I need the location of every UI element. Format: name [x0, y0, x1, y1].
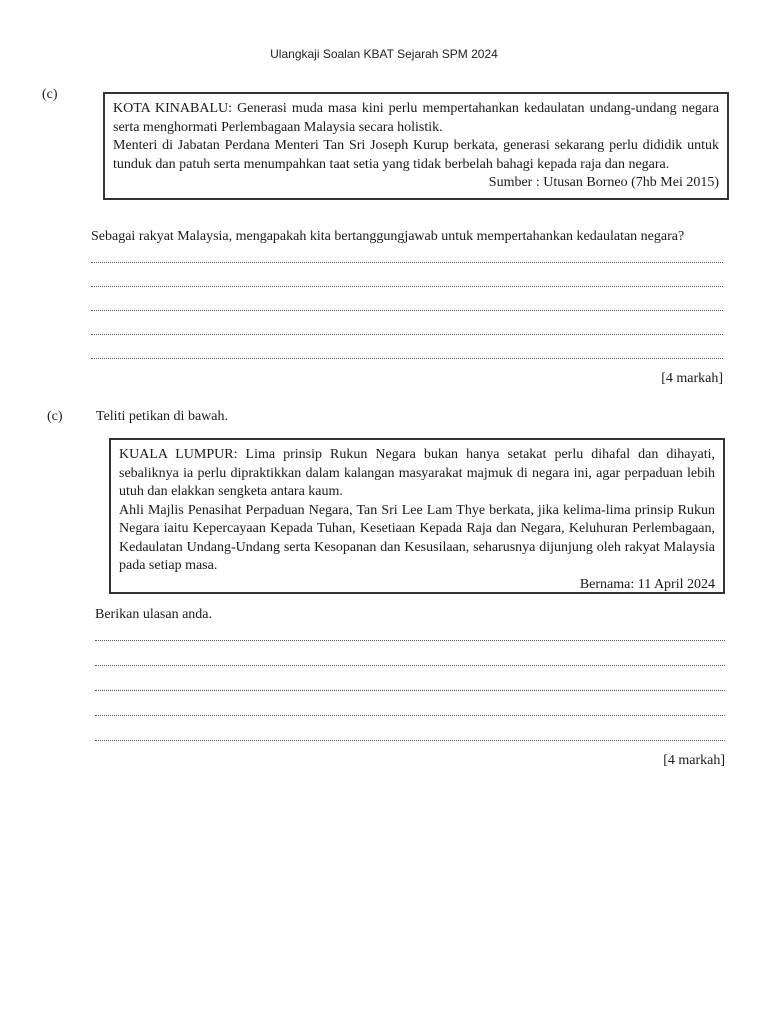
- question-1-marks: [4 markah]: [661, 371, 723, 386]
- answer-line[interactable]: [95, 665, 725, 666]
- page-header: Ulangkaji Soalan KBAT Sejarah SPM 2024: [270, 47, 498, 61]
- passage-1-paragraph-1: KOTA KINABALU: Generasi muda masa kini perlu mempertahankan kedaulatan undang-undang negara serta menghormati Perlembagaan Malaysia secara holistik.: [113, 101, 719, 135]
- answer-line[interactable]: [91, 286, 723, 287]
- source-passage-box-1: [103, 92, 729, 200]
- section-2-instruction: Teliti petikan di bawah.: [96, 409, 228, 424]
- question-2-marks: [4 markah]: [663, 753, 725, 768]
- passage-2-paragraph-2: Ahli Majlis Penasihat Perpaduan Negara, Tan Sri Lee Lam Thye berkata, jika kelima-lima prinsip Rukun Negara iaitu Kepercayaan Kepada Tuhan, Kesetiaan Kepada Raja dan Negara, Keluhuran Perlembagaan, Kedaulatan Undang-Undang serta Kesopanan dan Kesusilaan, seharusnya dijunjung oleh rakyat Malaysia pada setiap masa.: [119, 502, 715, 573]
- passage-1-paragraph-2: Menteri di Jabatan Perdana Menteri Tan Sri Joseph Kurup berkata, generasi sekarang perlu dididik untuk tunduk dan patuh serta menumpahkan taat setia yang tidak berbelah bahagi kepada raja dan negara.: [113, 138, 719, 172]
- passage-2-source: Bernama: 11 April 2024: [579, 576, 715, 592]
- answer-line[interactable]: [91, 262, 723, 263]
- answer-line[interactable]: [95, 715, 725, 716]
- source-passage-box-2: [109, 438, 725, 594]
- passage-1-source: Sumber : Utusan Borneo (7hb Mei 2015): [488, 175, 719, 190]
- answer-line[interactable]: [95, 690, 725, 691]
- answer-line[interactable]: [91, 334, 723, 335]
- answer-line[interactable]: [95, 740, 725, 741]
- section-2-label: (c): [47, 409, 63, 424]
- question-2-text: Berikan ulasan anda.: [95, 607, 213, 622]
- section-1-label: (c): [42, 87, 58, 102]
- answer-line[interactable]: [95, 640, 725, 641]
- passage-2-paragraph-1: KUALA LUMPUR: Lima prinsip Rukun Negara bukan hanya setakat perlu dihafal dan dihayati, sebaliknya ia perlu dipraktikkan dalam kalangan masyarakat majmuk di negara ini, agar perpaduan lebih utuh dan elakkan sengketa antara kaum.: [119, 447, 715, 499]
- answer-line[interactable]: [91, 310, 723, 311]
- answer-line[interactable]: [91, 358, 723, 359]
- question-1-text: Sebagai rakyat Malaysia, mengapakah kita bertanggungjawab untuk mempertahankan kedaulatan negara?: [91, 229, 685, 244]
